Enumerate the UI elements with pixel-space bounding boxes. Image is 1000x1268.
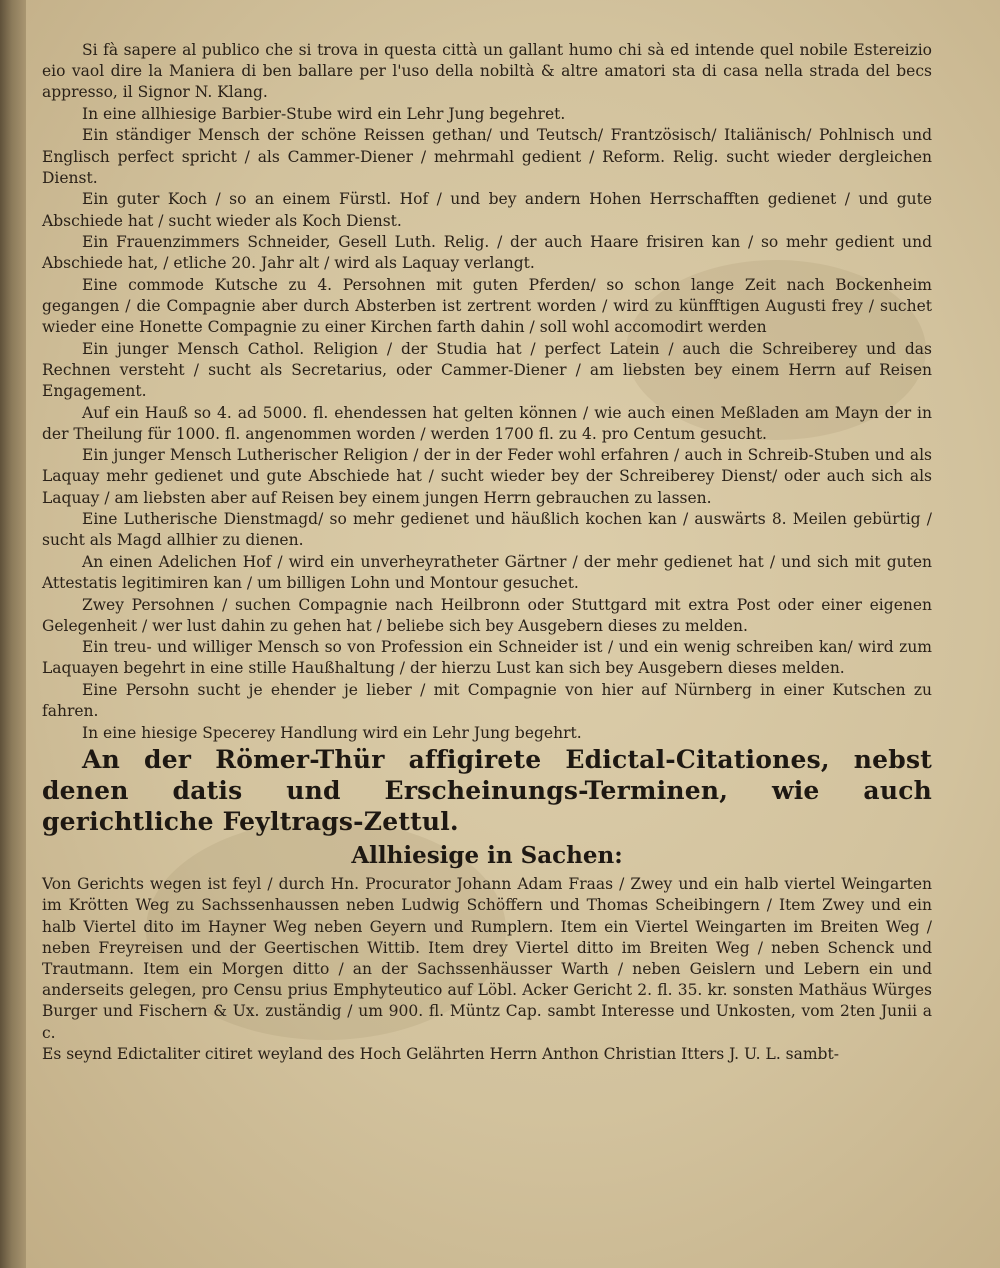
document-page — [26, 0, 1000, 1268]
notice-ladies-tailor: Ein Frauenzimmers Schneider, Gesell Luth. Relig. / der auch Haare frisiren kan / so mehr gedient und Abschiede hat, / etliche 20. Jahr alt / wird als Laquay verlangt. — [42, 233, 932, 273]
edictal-citation: Es seynd Edictaliter citiret weyland des Hoch Gelährten Herrn Anthon Christian Itters J. U. L. sambt- — [42, 1045, 839, 1064]
section-subheading: Allhiesige in Sachen: — [351, 842, 623, 870]
notice-barber-apprentice: In eine allhiesige Barbier-Stube wird ein Lehr Jung begehret. — [82, 104, 566, 123]
notice-valet: Ein ständiger Mensch der schöne Reissen gethan/ und Teutsch/ Frantzösisch/ Italiänisch/ Pohlnisch und Englisch perfect spricht / als Cammer-Diener / mehrmahl gedient / Reform. Relig. sucht wieder dergleichen Dienst. — [42, 126, 932, 187]
notice-lutheran-clerk: Ein junger Mensch Lutherischer Religion / der in der Feder wohl erfahren / auch in Schreib-Stuben und als Laquay mehr gedienet und gute Abschiede hat / sucht wieder bey der Schreiberey Dienst/ oder auch sich als Laquay / am liebsten aber auf Reisen bey einem jungen Herrn gebrauchen zu lassen. — [42, 446, 932, 507]
notice-coach: Eine commode Kutsche zu 4. Persohnen mit guten Pferden/ so schon lange Zeit nach Bockenheim gegangen / die Compagnie aber durch Absterben ist zertrent worden / wird zu künfftigen Augusti frey / suchet wieder eine Honette Compagnie zu einer Kirchen farth dahin / soll wohl accomodirt werden — [42, 275, 932, 337]
court-sale-notice: Von Gerichts wegen ist feyl / durch Hn. Procurator Johann Adam Fraas / Zwey und ein halb viertel Weingarten im Krötten Weg zu Sachssenhaussen neben Ludwig Schöffern und Thomas Scheibingern / Item Zwey und ein halb Viertel dito im Hayner Weg neben Geyern und Rumplern. Item ein Viertel Weingarten im Breiten Weg / neben Freyreisen und der Geertischen Wittib. Item drey Viertel ditto im Breiten Weg / neben Schenck und Trautmann. Item ein Morgen ditto / an der Sachssenhäusser Warth / neben Geislern und Lebern ein und anderseits gelegen, pro Censu prius Emphyteutico auf Löbl. Acker Gericht 2. fl. 35. kr. sonsten Mathäus Würges Burger und Fischern & Ux. zuständig / um 900. fl. Müntz Cap. sambt Interesse und Unkosten, vom 2ten Junii a c. — [42, 875, 932, 1042]
notice-dance-master: Si fà sapere al publico che si trova in questa città un gallant humo chi sà ed intende quel nobile Estereizio eio vaol dire la Maniera di ben ballare per l'uso della nobiltà & altre amatori sta di casa nella strada del becs appresso, il Signor N. Klang. — [42, 41, 932, 102]
notice-travel-company: Zwey Persohnen / suchen Compagnie nach Heilbronn oder Stuttgard mit extra Post oder einer eigenen Gelegenheit / wer lust dahin zu gehen hat / beliebe sich bey Ausgebern dieses zu melden. — [42, 595, 932, 635]
document-text — [42, 40, 932, 1066]
notice-nuremberg-coach: Eine Persohn sucht je ehender je lieber / mit Compagnie von hier auf Nürnberg in einer Kutschen zu fahren. — [42, 680, 932, 721]
notice-house-loan: Auf ein Hauß so 4. ad 5000. fl. ehendessen hat gelten können / wie auch einen Meßladen am Mayn der in der Theilung für 1000. fl. angenommen worden / werden 1700 fl. zu 4. pro Centum gesucht. — [42, 403, 932, 443]
notice-cook: Ein guter Koch / so an einem Fürstl. Hof / und bey andern Hohen Herrschafften gedienet / und gute Abschiede hat / sucht wieder als Koch Dienst. — [42, 190, 932, 230]
notice-maid: Eine Lutherische Dienstmagd/ so mehr gedienet und häußlich kochen kan / auswärts 8. Meilen gebürtig / sucht als Magd allhier zu dienen. — [42, 510, 932, 550]
book-gutter — [0, 0, 26, 1268]
notice-tailor-lackey: Ein treu- und williger Mensch so von Profession ein Schneider ist / und ein wenig schreiben kan/ wird zum Laquayen begehrt in eine stille Haußhaltung / der hierzu Lust kan sich bey Ausgebern dieses melden. — [42, 638, 932, 678]
notice-catholic-secretary: Ein junger Mensch Cathol. Religion / der Studia hat / perfect Latein / auch die Schreiberey und das Rechnen versteht / sucht als Secretarius, oder Cammer-Diener / am liebsten bey einem Herrn auf Reisen Engagement. — [42, 339, 932, 401]
notice-grocery-apprentice: In eine hiesige Specerey Handlung wird ein Lehr Jung begehrt. — [82, 723, 582, 742]
section-heading: An der Römer-Thür affigirete Edictal-Citationes, nebst denen datis und Erscheinungs-Terminen, wie auch gerichtliche Feyltrags-Zettul. — [42, 745, 932, 837]
notice-gardener: An einen Adelichen Hof / wird ein unverheyratheter Gärtner / der mehr gedienet hat / und sich mit guten Attestatis legitimiren kan / um billigen Lohn und Montour gesuchet. — [42, 552, 932, 593]
